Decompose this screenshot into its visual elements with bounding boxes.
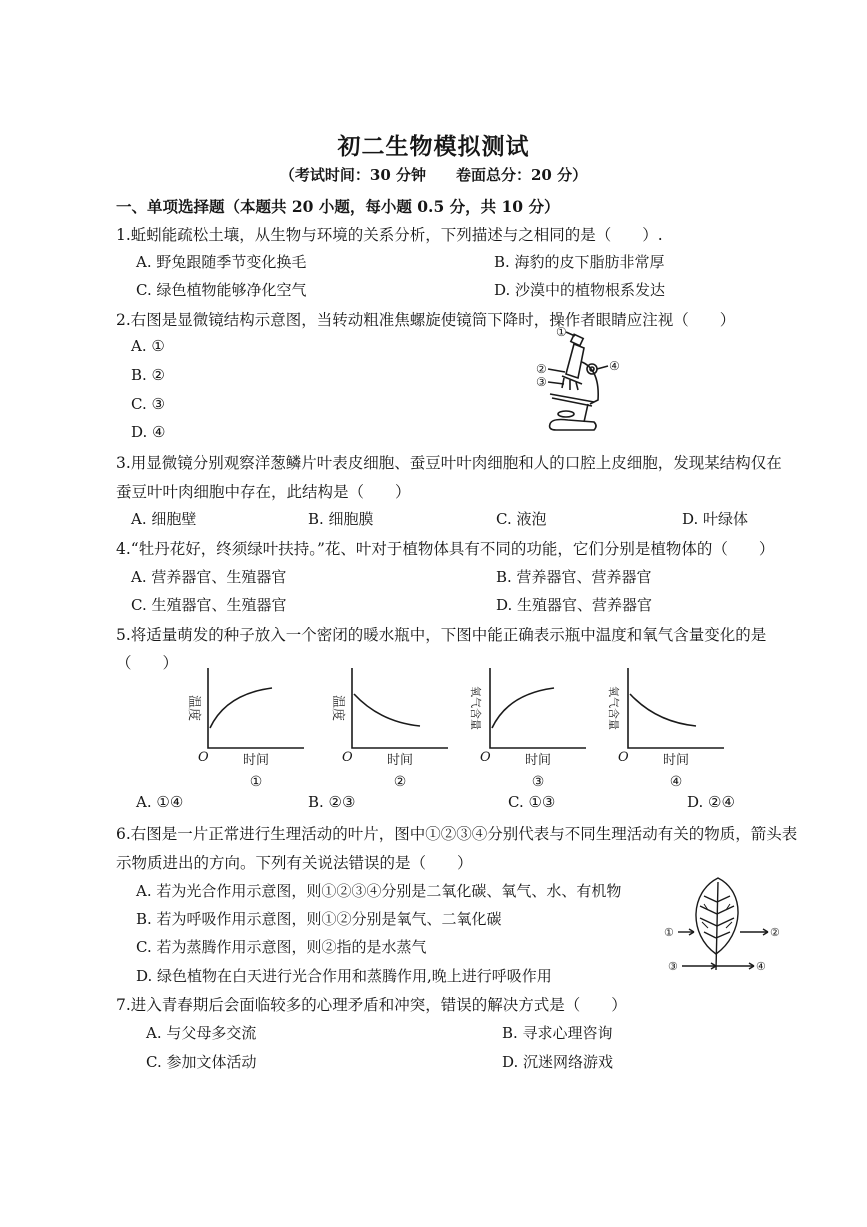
q7-option-c: C. 参加文体活动 — [146, 1053, 257, 1071]
graph-origin: O — [618, 750, 629, 765]
section-heading: 一、单项选择题（本题共 20 小题，每小题 0.5 分，共 10 分） — [116, 197, 560, 216]
graph-x-label: 时间 — [662, 753, 690, 768]
graph-curve — [210, 688, 272, 728]
graph-y-label: 温度 — [186, 694, 201, 722]
q5-option-d: D. ②④ — [687, 793, 735, 811]
question-3-stem-line2: 蚕豆叶叶肉细胞中存在，此结构是（ ） — [116, 483, 411, 501]
q7-option-a: A. 与父母多交流 — [146, 1024, 257, 1042]
q6-option-c: C. 若为蒸腾作用示意图，则②指的是水蒸气 — [136, 938, 427, 956]
graph-number: ③ — [531, 774, 545, 790]
q1-option-a: A. 野兔跟随季节变化换毛 — [136, 253, 307, 271]
graph-origin: O — [480, 750, 491, 765]
question-3-stem-line1: 3.用显微镜分别观察洋葱鳞片叶表皮细胞、蚕豆叶叶肉细胞和人的口腔上皮细胞，发现某结构仅在 — [116, 454, 782, 472]
page-title: 初二生物模拟测试 — [337, 133, 530, 160]
question-1-stem: 1.蚯蚓能疏松土壤，从生物与环境的关系分析，下列描述与之相同的是（ ）. — [116, 226, 663, 244]
q2-option-d: D. ④ — [131, 423, 166, 441]
q4-option-b: B. 营养器官、营养器官 — [496, 568, 652, 586]
graph-axes — [208, 668, 304, 748]
q7-option-b: B. 寻求心理咨询 — [502, 1024, 613, 1042]
graph-curve — [492, 688, 554, 728]
graph-curve — [354, 694, 420, 726]
graph-origin: O — [342, 750, 353, 765]
q2-option-a: A. ① — [131, 337, 165, 355]
q6-option-b: B. 若为呼吸作用示意图，则①②分别是氧气、二氧化碳 — [136, 910, 502, 928]
q3-option-d: D. 叶绿体 — [682, 510, 749, 528]
exam-info: （考试时间：30 分钟 卷面总分：20 分） — [279, 166, 588, 184]
q1-option-c: C. 绿色植物能够净化空气 — [136, 281, 307, 299]
graph-axes — [628, 668, 724, 748]
microscope-label-2: ② — [536, 362, 547, 376]
graph-x-label: 时间 — [242, 753, 270, 768]
graph-origin: O — [198, 750, 209, 765]
q5-graph-1 — [180, 660, 320, 790]
question-4-stem: 4.“牡丹花好，终须绿叶扶持。”花、叶对于植物体具有不同的功能，它们分别是植物体的（ ） — [116, 540, 775, 558]
graph-number: ④ — [669, 774, 683, 790]
q5-graph-4 — [600, 660, 740, 790]
q3-option-b: B. 细胞膜 — [308, 510, 374, 528]
q2-option-b: B. ② — [131, 366, 166, 384]
question-6-stem-line2: 示物质进出的方向。下列有关说法错误的是（ ） — [116, 854, 473, 872]
question-6-stem-line1: 6.右图是一片正常进行生理活动的叶片，图中①②③④分别代表与不同生理活动有关的物质，箭头表 — [116, 825, 798, 843]
question-7-stem: 7.进入青春期后会面临较多的心理矛盾和冲突，错误的解决方式是（ ） — [116, 996, 627, 1014]
graph-axes — [352, 668, 448, 748]
microscope-label-1: ① — [556, 325, 567, 339]
q6-option-a: A. 若为光合作用示意图，则①②③④分别是二氧化碳、氧气、水、有机物 — [136, 882, 622, 900]
q4-option-c: C. 生殖器官、生殖器官 — [131, 596, 287, 614]
question-5-stem-line1: 5.将适量萌发的种子放入一个密闭的暖水瓶中，下图中能正确表示瓶中温度和氧气含量变化的是 — [116, 626, 767, 644]
question-5-stem-line2: （ ） — [116, 654, 179, 672]
leaf-label-3: ③ — [668, 960, 678, 973]
graph-x-label: 时间 — [524, 753, 552, 768]
question-2-stem: 2.右图是显微镜结构示意图，当转动粗准焦螺旋使镜筒下降时，操作者眼睛应注视（ ） — [116, 311, 736, 329]
graph-y-label: 氧气含量 — [469, 686, 482, 730]
microscope-label-4: ④ — [609, 359, 620, 373]
q1-option-b: B. 海豹的皮下脂肪非常厚 — [494, 253, 665, 271]
graph-curve — [630, 694, 696, 726]
q1-option-d: D. 沙漠中的植物根系发达 — [494, 281, 666, 299]
q3-option-a: A. 细胞壁 — [131, 510, 197, 528]
graph-number: ② — [393, 774, 407, 790]
q5-option-a: A. ①④ — [136, 793, 184, 811]
microscope-diagram — [522, 322, 642, 442]
q5-graph-2 — [324, 660, 464, 790]
q2-option-c: C. ③ — [131, 395, 165, 413]
graph-y-label: 温度 — [330, 694, 345, 722]
q6-option-d: D. 绿色植物在白天进行光合作用和蒸腾作用,晚上进行呼吸作用 — [136, 967, 552, 985]
q5-graph-3 — [462, 660, 602, 790]
graph-x-label: 时间 — [386, 753, 414, 768]
leaf-label-1: ① — [664, 926, 674, 939]
q7-option-d: D. 沉迷网络游戏 — [502, 1053, 614, 1071]
q4-option-d: D. 生殖器官、营养器官 — [496, 596, 653, 614]
leaf-diagram — [660, 874, 784, 978]
q5-option-b: B. ②③ — [308, 793, 356, 811]
graph-number: ① — [249, 774, 263, 790]
q3-option-c: C. 液泡 — [496, 510, 547, 528]
graph-y-label: 氧气含量 — [607, 686, 620, 730]
q5-option-c: C. ①③ — [508, 793, 556, 811]
microscope-label-3: ③ — [536, 375, 547, 389]
leaf-label-4: ④ — [756, 960, 766, 973]
leaf-label-2: ② — [770, 926, 780, 939]
graph-axes — [490, 668, 586, 748]
q4-option-a: A. 营养器官、生殖器官 — [131, 568, 287, 586]
